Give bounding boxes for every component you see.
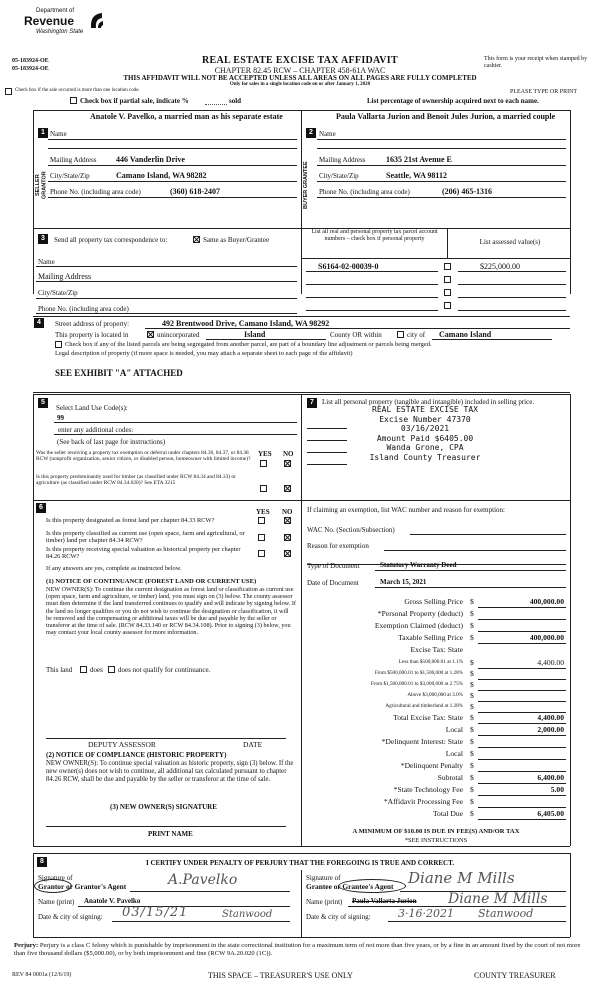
parcel-number-value[interactable]: S6164-02-00039-0	[318, 262, 379, 271]
grantor-agent-label: Grantor or Grantor's Agent	[38, 882, 127, 891]
seller-city-value[interactable]: Camano Island, WA 98282	[116, 171, 207, 180]
grantor-signature[interactable]: A.Pavelko	[168, 872, 238, 888]
partial-sale-label: Check box if partial sale, indicate %	[80, 97, 189, 105]
subtotal-label: Subtotal	[437, 773, 463, 782]
land-does-checkbox[interactable]	[80, 666, 87, 673]
section6-q1-no[interactable]	[284, 517, 291, 524]
form-number: REV 84 0001a (12/6/19)	[12, 972, 72, 978]
wac-number-label: WAC No. (Section/Subsection)	[307, 526, 395, 534]
county-treasurer-label: COUNTY TREASURER	[474, 971, 556, 980]
seller-name-label: Name	[50, 130, 67, 138]
tax-tier-5-dollar: $	[470, 702, 474, 711]
delinquent-interest-state-label: *Delinquent Interest: State	[381, 737, 463, 746]
grantor-city[interactable]: Stanwood	[222, 909, 273, 920]
section-4-number: 4	[34, 318, 44, 328]
section6-yes-header: YES	[256, 508, 270, 516]
seller-city-label: City/State/Zip	[50, 172, 90, 180]
parcel-list-header: List all real and personal property tax parcel account numbers – check box if personal property	[311, 229, 438, 242]
more-than-one-location-label: Check box if the sale occurred is more than one location code.	[15, 88, 140, 93]
buyer-mailing-label: Mailing Address	[319, 156, 366, 164]
section5-q1-yes[interactable]	[260, 460, 267, 467]
state-technology-fee-label: *State Technology Fee	[393, 785, 463, 794]
section5-q2: Is this property predominantly used for timber (as classified under RCW 84.34 and 84.33) or agriculture (as classified under RCW 84.34.020)? See ETA 3215	[36, 474, 236, 487]
treasurer-use-label: THIS SPACE – TREASURER'S USE ONLY	[208, 971, 353, 980]
assessed-value-value[interactable]: $225,000.00	[480, 262, 520, 271]
grantee-date-city-label: Date & city of signing:	[306, 913, 371, 921]
grantee-name-print-label: Name (print)	[306, 898, 343, 906]
revenue-logo	[14, 8, 106, 42]
taxable-selling-price-dollar: $	[470, 633, 474, 642]
section-1-number: 1	[38, 128, 48, 138]
personal-property-checkbox-3[interactable]	[444, 289, 451, 296]
city-value[interactable]: Camano Island	[439, 330, 492, 339]
section6-q2: Is this property classified as current use (open space, farm and agricultural, or timber) land per chapter 84.34 RCW?	[46, 530, 245, 545]
receipt-note: This form is your receipt when stamped by cashier.	[484, 56, 588, 69]
logo-department: Department of	[36, 8, 75, 14]
delinquent-interest-local-label: Local	[445, 749, 463, 758]
section5-q1-no[interactable]	[284, 460, 291, 467]
see-back-note: (See back of last page for instructions)	[57, 438, 166, 446]
certify-statement: I CERTIFY UNDER PENALTY OF PERJURY THAT THE FOREGOING IS TRUE AND CORRECT.	[145, 859, 454, 867]
notice-compliance-title: (2) NOTICE OF COMPLIANCE (HISTORIC PROPERTY)	[46, 751, 227, 759]
section6-no-header: NO	[282, 508, 293, 516]
treasurer-stamp	[350, 405, 500, 463]
same-as-buyer-checkbox[interactable]	[193, 236, 200, 243]
correspondence-name-label: Name	[38, 258, 55, 266]
unincorporated-label: unincorporated	[157, 331, 200, 339]
buyer-side-label: BUYER GRANTEE	[303, 161, 309, 209]
partial-sale-checkbox[interactable]	[70, 97, 77, 104]
taxable-selling-price-value[interactable]: 400,000.00	[529, 633, 564, 642]
state-technology-fee-dollar: $	[470, 785, 474, 794]
correspondence-label: Send all property tax correspondence to:	[54, 236, 168, 244]
section-6-number: 6	[36, 503, 46, 513]
form-subtitle: CHAPTER 82.45 RCW – CHAPTER 458-61A WAC	[214, 66, 386, 75]
tax-tier-1-value[interactable]: 4,400.00	[537, 658, 564, 667]
buyer-city-label: City/State/Zip	[319, 172, 359, 180]
buyer-name-value[interactable]: Paula Vallarta Jurion and Benoit Jules Jurion, a married couple	[336, 112, 556, 121]
date-of-document-label: Date of Document	[307, 579, 359, 587]
street-address-value[interactable]: 492 Brentwood Drive, Camano Island, WA 98292	[162, 319, 330, 328]
total-due-label: Total Due	[432, 809, 463, 818]
section6-q1-yes[interactable]	[258, 517, 265, 524]
grantee-date[interactable]: 3·16·2021	[398, 907, 454, 920]
segregated-label: Check box if any of the listed parcels are being segregated from another parcel, are part of a boundary line adjustment or parcels being merged.	[65, 341, 432, 348]
delinquent-interest-state-dollar: $	[470, 737, 474, 746]
grantee-agent-label: Grantee or Grantee's Agent	[306, 882, 394, 891]
street-address-label: Street address of property:	[55, 320, 130, 328]
see-instructions-note: *SEE INSTRUCTIONS	[404, 837, 468, 844]
stamp-line-1: REAL ESTATE EXCISE TAX	[372, 405, 478, 414]
type-of-document-value[interactable]: Statutory Warranty Deed	[380, 561, 457, 569]
ownership-percentage-note: List percentage of ownership acquired next to each name.	[367, 97, 539, 105]
section6-q2-no[interactable]	[284, 534, 291, 541]
grantee-city[interactable]: Stanwood	[478, 907, 534, 920]
more-than-one-location-checkbox[interactable]	[5, 88, 12, 95]
unincorporated-checkbox[interactable]	[147, 331, 154, 338]
excise-tax-state-label: Excise Tax: State	[410, 645, 463, 654]
minimum-fee-note: A MINIMUM OF $10.00 IS DUE IN FEE(S) AND/OR TAX	[352, 828, 520, 835]
grantor-date[interactable]: 03/15/21	[122, 905, 189, 920]
land-does-label: does	[90, 666, 103, 674]
affidavit-warning: THIS AFFIDAVIT WILL NOT BE ACCEPTED UNLESS ALL AREAS ON ALL PAGES ARE FULLY COMPLETED	[123, 74, 477, 82]
grantee-name-handwritten[interactable]: Diane M Mills	[448, 891, 548, 907]
total-excise-state-label: Total Excise Tax: State	[393, 713, 463, 722]
personal-property-checkbox-2[interactable]	[444, 276, 451, 283]
exemption-deduct-dollar: $	[470, 621, 474, 630]
tax-tier-4-dollar: $	[470, 691, 474, 700]
total-excise-state-dollar: $	[470, 713, 474, 722]
land-use-label: Select Land Use Code(s):	[56, 404, 128, 412]
affidavit-processing-fee-dollar: $	[470, 797, 474, 806]
section6-q1: Is this property designated as forest land per chapter 84.33 RCW?	[46, 517, 215, 524]
tax-tier-3-label: From $1,500,000.01 to $3,000,000 at 2.75%	[370, 681, 463, 687]
grantor-name-print[interactable]: Anatole V. Pavelko	[84, 897, 141, 905]
section5-no-header: NO	[283, 450, 294, 458]
grantor-sig-of: Signature of	[38, 874, 73, 882]
gross-selling-price-label: Gross Selling Price	[404, 597, 463, 606]
tax-tier-4-label: Above $3,000,000 at 3.0%	[407, 692, 463, 698]
tax-tier-3-dollar: $	[470, 680, 474, 689]
land-use-value[interactable]: 99	[57, 414, 64, 422]
notice-compliance-body: NEW OWNER(S): To continue special valuation as historic property, sign (3) below. If the new owner(s) does not wish to continue, all additional tax calculated pursuant to chapter 84.26 RCW, shall be due and payable by the seller or transferor at the time of sale.	[46, 760, 294, 783]
tax-tier-2-dollar: $	[470, 669, 474, 678]
city-of-label: city of	[407, 331, 426, 339]
section-3-number: 3	[38, 234, 48, 244]
buyer-mailing-value[interactable]: 1635 21st Avenue E	[386, 155, 452, 164]
type-of-document-label: Type of Document	[307, 562, 360, 570]
stamp-line-2: Excise Number 47370	[379, 414, 471, 424]
excise-local-dollar: $	[470, 725, 474, 734]
grantee-name-struck: Paula Vallarta Jurion	[352, 897, 417, 905]
exemption-deduct-label: Exemption Claimed (deduct)	[374, 621, 463, 630]
logo-state: Washington State	[36, 29, 84, 35]
section5-yes-header: YES	[258, 450, 272, 458]
total-due-dollar: $	[470, 809, 474, 818]
section-8-number: 8	[37, 857, 47, 867]
correspondence-city-label: City/State/Zip	[38, 289, 78, 297]
gross-selling-price-dollar: $	[470, 597, 474, 606]
state-technology-fee-value[interactable]: 5.00	[550, 785, 564, 794]
personal-property-checkbox-1[interactable]	[444, 263, 451, 270]
stamp-line-4: Amount Paid $6405.00	[376, 433, 474, 443]
delinquent-penalty-label: *Delinquent Penalty	[400, 761, 463, 770]
grantee-sig-of: Signature of	[306, 874, 341, 882]
exemption-reason-label: Reason for exemption	[307, 542, 369, 550]
additional-codes-label: enter any additional codes:	[58, 426, 134, 434]
county-or-within-label: County OR within	[330, 331, 382, 339]
tax-tier-2-label: From $500,000.01 to $1,500,000 at 1.28%	[374, 670, 463, 676]
tax-tier-1-label: Less than $500,000.01 at 1.1%	[398, 659, 463, 665]
land-does-not-label: does not qualify for continuance.	[118, 666, 211, 674]
section-2-number: 2	[306, 128, 316, 138]
correspondence-phone-label: Phone No. (including area code)	[38, 305, 129, 313]
grantee-signature[interactable]: Diane M Mills	[408, 869, 515, 887]
subtotal-value[interactable]: 6,400.00	[537, 773, 564, 782]
buyer-phone-value[interactable]: (206) 465-1316	[442, 187, 492, 196]
form-title: REAL ESTATE EXCISE TAX AFFIDAVIT	[202, 55, 398, 66]
this-land-label: This land	[46, 666, 73, 674]
seller-mailing-label: Mailing Address	[50, 156, 97, 164]
deputy-assessor-label: DEPUTY ASSESSOR	[88, 740, 156, 749]
legal-description-label: Legal description of property (if more space is needed, you may attach a separate sheet to each page of the affidavit)	[55, 350, 353, 357]
seller-name-value[interactable]: Anatole V. Pavelko, a married man as his separate estate	[90, 112, 283, 121]
partial-sold-label: sold	[229, 97, 242, 105]
section6-q3: Is this property receiving special valuation as historical property per chapter 84.26 RCW?	[46, 546, 241, 561]
section5-q2-yes[interactable]	[260, 485, 267, 492]
date-of-document-value[interactable]: March 15, 2021	[380, 578, 427, 586]
seller-side-label: SELLER GRANTOR	[35, 171, 48, 199]
grantor-name-print-label: Name (print)	[38, 898, 75, 906]
personal-property-deduct-label: *Personal Property (deduct)	[377, 609, 463, 618]
exemption-claim-label: If claiming an exemption, list WAC number and reason for exemption:	[307, 506, 505, 514]
logo-revenue: Revenue	[24, 14, 75, 28]
section6-q3-yes[interactable]	[258, 550, 265, 557]
tax-tier-1-dollar: $	[470, 658, 474, 667]
grantor-date-city-label: Date & city of signing:	[38, 913, 103, 921]
section6-q3-no[interactable]	[284, 550, 291, 557]
tax-tier-5-label: Agricultural and timberland at 1.28%	[385, 703, 463, 709]
doc-id-1: 05-183924-OE	[12, 58, 49, 64]
buyer-city-value[interactable]: Seattle, WA 98112	[386, 171, 447, 180]
total-excise-state-value[interactable]: 4,400.00	[537, 713, 564, 722]
notice-continuance-body: NEW OWNER(S): To continue the current designation as forest land or classification as current use (open space, farm and agriculture, or timber) land, you must sign on (3) below. The county assessor must then determine if the land transferred continues to qualify and will indicate by signing below. If the land no longer qualifies or you do not wish to continue the designation or classification, it will be removed and the compensating or additional taxes will be due and payable by the seller or transferor at the time of sale. (RCW 84.33.140 or RCW 84.34.108). Prior to signing (3) below, you may contact your local county assessor for more information.	[46, 586, 296, 637]
section-5-number: 5	[38, 398, 48, 408]
seller-phone-label: Phone No. (including area code)	[50, 188, 141, 196]
within-city-checkbox[interactable]	[397, 331, 404, 338]
new-owner-signature-label: (3) NEW OWNER(S) SIGNATURE	[110, 803, 217, 811]
notice-continuance-title: (1) NOTICE OF CONTINUANCE (FOREST LAND OR CURRENT USE)	[46, 578, 257, 585]
county-value[interactable]: Island	[244, 330, 266, 339]
section6-if-yes: If any answers are yes, complete as instructed below.	[46, 565, 182, 572]
partial-percent-field[interactable]	[205, 104, 227, 105]
exhibit-reference: SEE EXHIBIT "A" ATTACHED	[55, 368, 183, 378]
deputy-date-label: DATE	[243, 740, 263, 749]
grantor-circle	[34, 879, 72, 893]
personal-property-checkbox-4[interactable]	[444, 302, 451, 309]
logo-swirl-icon	[88, 10, 106, 30]
stamp-line-6: Island County Treasurer	[369, 452, 481, 462]
affidavit-processing-fee-label: *Affidavit Processing Fee	[383, 797, 463, 806]
gross-selling-price-value[interactable]: 400,000.00	[529, 597, 564, 606]
excise-local-value[interactable]: 2,000.00	[537, 725, 564, 734]
excise-local-label: Local	[445, 725, 463, 734]
section5-q2-no[interactable]	[284, 485, 291, 492]
grantee-circle	[338, 879, 406, 893]
section-7-number: 7	[307, 398, 317, 408]
section6-q2-yes[interactable]	[258, 534, 265, 541]
seller-phone-value[interactable]: (360) 618-2407	[170, 187, 220, 196]
perjury-text: Perjury is a class C felony which is punishable by imprisonment in the state correctional institution for a maximum term of not more than five years, or by a fine in an amount fixed by the court of not more than five thousand dollars ($5,000.00), or by both imprisonment and fine (RCW 9A.20.020 (1C)).	[14, 942, 581, 957]
section5-q1: Was the seller receiving a property tax exemption or deferral under chapters 84.36, 84.37, or 84.38 RCW (nonprofit organization, senior citizen, or disabled person, homeowner with limited income)?	[36, 450, 251, 463]
print-name-label: PRINT NAME	[148, 830, 193, 838]
buyer-phone-label: Phone No. (including area code)	[319, 188, 410, 196]
located-in-label: This property is located in	[55, 331, 129, 339]
same-as-buyer-label: Same as Buyer/Grantee	[203, 236, 270, 244]
land-does-not-checkbox[interactable]	[108, 666, 115, 673]
location-note: Only for sales in a single location code on or after January 1, 2020	[229, 82, 371, 87]
perjury-notice	[14, 942, 589, 957]
please-type-note: PLEASE TYPE OR PRINT	[510, 89, 578, 95]
total-due-value[interactable]: 6,405.00	[537, 809, 564, 818]
assessed-value-header: List assessed value(s)	[479, 238, 541, 246]
stamp-line-3: 03/16/2021	[400, 424, 450, 434]
delinquent-penalty-dollar: $	[470, 761, 474, 770]
taxable-selling-price-label: Taxable Selling Price	[398, 633, 463, 642]
subtotal-dollar: $	[470, 773, 474, 782]
segregated-checkbox[interactable]	[55, 341, 62, 348]
delinquent-interest-local-dollar: $	[470, 749, 474, 758]
stamp-line-5: Wanda Grone, CPA	[386, 443, 464, 453]
personal-property-deduct-dollar: $	[470, 609, 474, 618]
personal-property-label: List all personal property (tangible and intangible) included in selling price.	[322, 398, 535, 406]
perjury-label: Perjury:	[14, 942, 39, 949]
buyer-name-label: Name	[319, 130, 336, 138]
doc-id-2: 05-183924-OE	[12, 66, 49, 72]
correspondence-mailing-label: Mailing Address	[38, 272, 92, 281]
seller-mailing-value[interactable]: 446 Vanderlin Drive	[116, 155, 185, 164]
